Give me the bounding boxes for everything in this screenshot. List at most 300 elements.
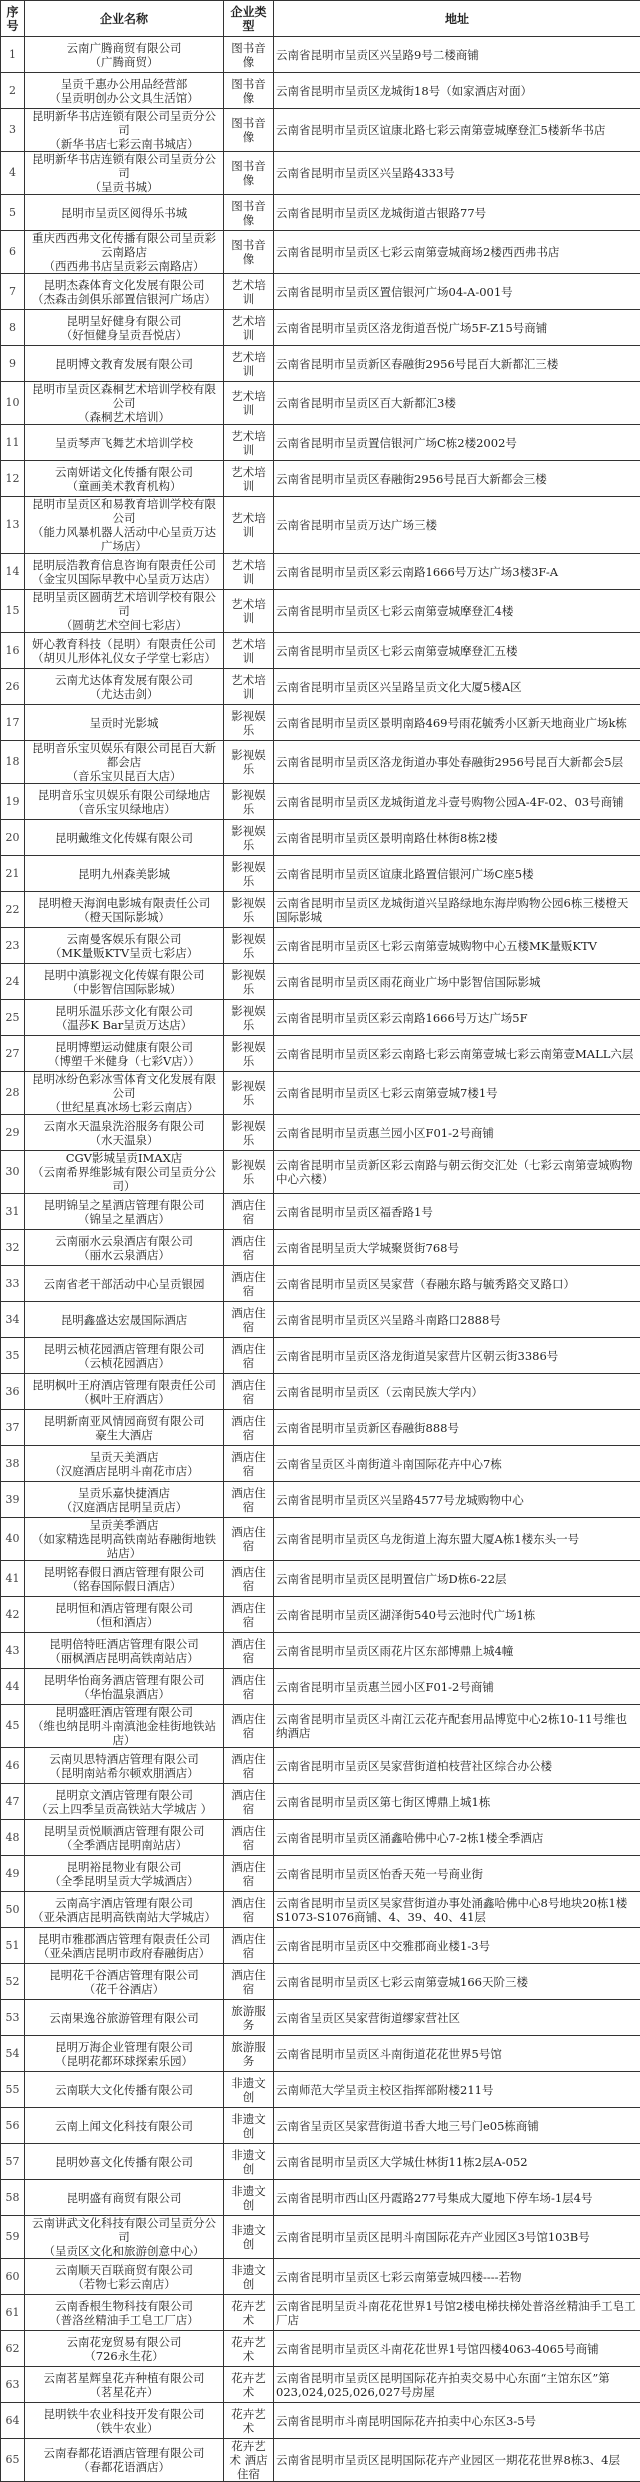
company-cell: [25, 1561, 224, 1597]
table-row: [1, 2108, 640, 2144]
company-address: 云南省昆明市呈贡区中交雅郡商业楼1-3号: [274, 1928, 640, 1964]
company-alias: （普洛丝精油手工皂工厂店）: [27, 2313, 221, 2327]
table-row: [1, 497, 640, 554]
company-address: 云南省昆明市呈贡万达广场三楼: [274, 497, 640, 554]
company-type: 艺术培训: [224, 425, 274, 461]
company-address: 云南省昆明市呈贡新区春融街888号: [274, 1410, 640, 1446]
company-cell: [25, 2259, 224, 2295]
company-cell: [25, 669, 224, 705]
company-name: 云南花宠贸易有限公司: [27, 2335, 221, 2349]
company-address: 云南省昆明市呈贡区春融街2956号昆百大新都会三楼: [274, 461, 640, 497]
row-number: 54: [1, 2036, 25, 2072]
header-type: 企业类型: [224, 1, 274, 37]
table-row: [1, 109, 640, 152]
company-name: 昆明新南亚风情园商贸有限公司: [27, 1414, 221, 1428]
company-cell: [25, 1374, 224, 1410]
company-cell: [25, 1115, 224, 1151]
company-type: 酒店住宿: [224, 1892, 274, 1928]
table-row: [1, 2403, 640, 2439]
company-alias: （全季酒店昆明南站店）: [27, 1838, 221, 1852]
row-number: 21: [1, 856, 25, 892]
company-cell: [25, 784, 224, 820]
company-type: 艺术培训: [224, 310, 274, 346]
table-row: [1, 2259, 640, 2295]
table-row: [1, 73, 640, 109]
table-row: [1, 1964, 640, 2000]
company-address: 云南省昆明市呈贡区百大新都汇3楼: [274, 382, 640, 425]
company-address: 云南省昆明市呈贡区吴家营街道办事处涌鑫哈佛中心8号地块20栋1楼S1073-S1076商铺、4、39、40、41层: [274, 1892, 640, 1928]
row-number: 14: [1, 554, 25, 590]
row-number: 32: [1, 1230, 25, 1266]
company-name: 昆明云桢花园酒店管理有限公司: [27, 1342, 221, 1356]
company-cell: [25, 633, 224, 669]
company-type: 影视娱乐: [224, 784, 274, 820]
table-row: [1, 1633, 640, 1669]
company-type: 影视娱乐: [224, 1000, 274, 1036]
table-row: [1, 1748, 640, 1784]
table-row: [1, 892, 640, 928]
company-alias: （丽枫酒店昆明高铁南站店）: [27, 1651, 221, 1665]
company-address: 云南省昆明市呈贡置信银河广场C栋2楼2002号: [274, 425, 640, 461]
company-type: 艺术培训: [224, 382, 274, 425]
company-alias: （森桐艺术培训）: [27, 410, 221, 424]
company-name: 呈贡琴声飞舞艺术培训学校: [27, 436, 221, 450]
row-number: 4: [1, 152, 25, 195]
company-address: 云南省昆明市呈贡区七彩云南第壹城7楼1号: [274, 1072, 640, 1115]
company-address: 云南省昆明市呈贡区乌龙街道上海东盟大厦A栋1楼东头一号: [274, 1518, 640, 1561]
company-type: 酒店住宿: [224, 1561, 274, 1597]
company-alias: （能力风暴机器人活动中心呈贡万达广场店）: [27, 525, 221, 553]
table-row: [1, 820, 640, 856]
company-cell: [25, 1669, 224, 1705]
company-name: 昆明枫叶王府酒店管理有限责任公司: [27, 1378, 221, 1392]
company-cell: [25, 741, 224, 784]
table-row: [1, 1410, 640, 1446]
company-cell: [25, 2403, 224, 2439]
company-type: 花卉艺术: [224, 2403, 274, 2439]
company-type: 花卉艺术: [224, 2331, 274, 2367]
row-number: 57: [1, 2144, 25, 2180]
row-number: 3: [1, 109, 25, 152]
row-number: 1: [1, 37, 25, 73]
company-cell: [25, 2108, 224, 2144]
company-type: 酒店住宿: [224, 1410, 274, 1446]
company-alias: （中影智信国际影城）: [27, 982, 221, 996]
table-row: [1, 2439, 640, 2482]
table-row: [1, 1597, 640, 1633]
row-number: 48: [1, 1820, 25, 1856]
company-name: CGV影城呈贡IMAX店: [27, 1151, 221, 1165]
table-row: [1, 1446, 640, 1482]
company-cell: [25, 1000, 224, 1036]
company-type: 酒店住宿: [224, 1669, 274, 1705]
company-type: 艺术培训: [224, 590, 274, 633]
company-name: 昆明九州森美影城: [27, 867, 221, 881]
header-address: 地址: [274, 1, 640, 37]
company-alias: （汉庭酒店昆明斗南花市店）: [27, 1464, 221, 1478]
header-name: 企业名称: [25, 1, 224, 37]
table-row: [1, 231, 640, 274]
table-row: [1, 2216, 640, 2259]
company-cell: [25, 1230, 224, 1266]
company-cell: [25, 346, 224, 382]
table-row: [1, 1856, 640, 1892]
company-name: 昆明音乐宝贝娱乐有限公司昆百大新都会店: [27, 741, 221, 769]
company-name: 昆明音乐宝贝娱乐有限公司绿地店: [27, 788, 221, 802]
company-cell: [25, 425, 224, 461]
company-name: 云南广腾商贸有限公司: [27, 41, 221, 55]
company-address: 云南省昆明市呈贡区兴呈路4577号龙城购物中心: [274, 1482, 640, 1518]
company-cell: [25, 1705, 224, 1748]
company-cell: [25, 1410, 224, 1446]
company-address: 云南省昆明市呈贡区斗南街道花花世界5号馆: [274, 2036, 640, 2072]
company-name: 昆明橙天海润电影城有限责任公司: [27, 896, 221, 910]
row-number: 31: [1, 1194, 25, 1230]
company-type: 影视娱乐: [224, 820, 274, 856]
table-row: [1, 1194, 640, 1230]
company-name: 云南上闻文化科技有限公司: [27, 2119, 221, 2133]
table-row: [1, 1374, 640, 1410]
company-address: 云南省昆明市呈贡区洛龙街道办事处春融街2956号昆百大新都会5层: [274, 741, 640, 784]
company-type: 酒店住宿: [224, 1748, 274, 1784]
company-alias: （音乐宝贝昆百大店）: [27, 769, 221, 783]
row-number: 51: [1, 1928, 25, 1964]
company-cell: [25, 928, 224, 964]
company-cell: [25, 2000, 224, 2036]
table-row: [1, 1266, 640, 1302]
company-address: 云南省昆明市呈贡区吴家营街道柏枝营社区综合办公楼: [274, 1748, 640, 1784]
company-type: 花卉艺术: [224, 2295, 274, 2331]
table-row: [1, 2367, 640, 2403]
table-row: [1, 1820, 640, 1856]
row-number: 22: [1, 892, 25, 928]
table-row: [1, 856, 640, 892]
table-row: [1, 382, 640, 425]
company-type: 影视娱乐: [224, 1036, 274, 1072]
row-number: 60: [1, 2259, 25, 2295]
row-number: 41: [1, 1561, 25, 1597]
company-name: 云南高宇酒店管理有限公司: [27, 1896, 221, 1910]
company-name: 昆明戴维文化传媒有限公司: [27, 831, 221, 845]
company-name: 昆明妙喜文化传播有限公司: [27, 2155, 221, 2169]
company-cell: [25, 1597, 224, 1633]
company-type: 艺术培训: [224, 461, 274, 497]
company-alias: （锦呈之星酒店）: [27, 1212, 221, 1226]
company-name: 昆明盛旺酒店管理有限公司: [27, 1705, 221, 1719]
table-row: [1, 2295, 640, 2331]
company-type: 影视娱乐: [224, 1072, 274, 1115]
row-number: 55: [1, 2072, 25, 2108]
row-number: 5: [1, 195, 25, 231]
company-name: 昆明京文酒店管理有限公司: [27, 1788, 221, 1802]
company-type: 酒店住宿: [224, 1705, 274, 1748]
company-cell: [25, 2036, 224, 2072]
company-cell: [25, 2331, 224, 2367]
company-address: 云南省昆明市呈贡区昆明国际花卉产业园区一期花花世界8栋3、4层: [274, 2439, 640, 2482]
table-row: [1, 1518, 640, 1561]
row-number: 36: [1, 1374, 25, 1410]
company-type: 酒店住宿: [224, 1633, 274, 1669]
company-alias: （新华书店七彩云南书城店）: [27, 137, 221, 151]
company-address: 云南省昆明呈贡大学城聚贤街768号: [274, 1230, 640, 1266]
company-type: 图书音像: [224, 37, 274, 73]
company-alias: （博塑千米健身（七彩V店））: [27, 1054, 221, 1068]
company-name: 呈贡乐嘉快捷酒店: [27, 1486, 221, 1500]
row-number: 24: [1, 964, 25, 1000]
table-row: [1, 1230, 640, 1266]
row-number: 59: [1, 2216, 25, 2259]
table-row: [1, 310, 640, 346]
company-type: 影视娱乐: [224, 964, 274, 1000]
company-name: 昆明呈贡区圆萌艺术培训学校有限公司: [27, 590, 221, 618]
company-cell: [25, 2439, 224, 2482]
company-cell: [25, 1633, 224, 1669]
company-name: 昆明盛有商贸有限公司: [27, 2191, 221, 2205]
company-cell: [25, 590, 224, 633]
company-cell: [25, 1072, 224, 1115]
company-name: 昆明市呈贡区和易教育培训学校有限公司: [27, 497, 221, 525]
company-type: 酒店住宿: [224, 1964, 274, 2000]
company-cell: [25, 1482, 224, 1518]
table-row: [1, 1151, 640, 1194]
company-address: 云南省昆明市呈贡区湖泽街540号云池时代广场1栋: [274, 1597, 640, 1633]
company-type: 花卉艺术: [224, 2367, 274, 2403]
company-type: 非遗文创: [224, 2180, 274, 2216]
company-address: 云南省昆明市呈贡区兴呈路斗南路口2888号: [274, 1302, 640, 1338]
company-name: 昆明中滇影视文化传媒有限公司: [27, 968, 221, 982]
company-address: 云南省昆明市呈贡新区彩云南路与朝云街交汇处（七彩云南第壹城购物中心六楼）: [274, 1151, 640, 1194]
table-row: [1, 461, 640, 497]
company-address: 云南省昆明市呈贡区彩云南路七彩云南第壹城七彩云南第壹MALL六层: [274, 1036, 640, 1072]
company-type: 酒店住宿: [224, 1928, 274, 1964]
company-cell: [25, 1194, 224, 1230]
row-number: 12: [1, 461, 25, 497]
company-address: 云南省昆明市呈贡区谊康北路置信银河广场C座5楼: [274, 856, 640, 892]
row-number: 27: [1, 1036, 25, 1072]
company-type: 影视娱乐: [224, 1151, 274, 1194]
table-row: [1, 2000, 640, 2036]
table-row: [1, 2331, 640, 2367]
company-name: 云南果逸谷旅游管理有限公司: [27, 2011, 221, 2025]
table-body: [1, 37, 640, 2482]
company-type: 艺术培训: [224, 346, 274, 382]
company-alias: （金宝贝国际早教中心呈贡万达店）: [27, 572, 221, 586]
row-number: 11: [1, 425, 25, 461]
company-cell: [25, 820, 224, 856]
company-address: 云南省昆明市呈贡区彩云南路1666号万达广场5F: [274, 1000, 640, 1036]
company-type: 艺术培训: [224, 669, 274, 705]
company-cell: [25, 231, 224, 274]
company-address: 云南省昆明市呈贡区雨花片区东部博鼎上城4幢: [274, 1633, 640, 1669]
company-alias: （昆明南站希尔顿欢朋酒店）: [27, 1766, 221, 1780]
company-cell: [25, 37, 224, 73]
company-cell: [25, 856, 224, 892]
table-row: [1, 1036, 640, 1072]
table-row: [1, 1000, 640, 1036]
company-address: 云南省昆明市呈贡区七彩云南第壹城摩登汇五楼: [274, 633, 640, 669]
company-type: 旅游服务: [224, 2000, 274, 2036]
company-alias: （亚朵酒店昆明市政府春融街店）: [27, 1946, 221, 1960]
row-number: 46: [1, 1748, 25, 1784]
table-row: [1, 741, 640, 784]
company-alias: （维也纳昆明斗南滇池金桂街地铁站店）: [27, 1719, 221, 1747]
table-header-row: [1, 1, 640, 37]
company-cell: [25, 1964, 224, 2000]
company-alias: （温莎K Bar呈贡万达店）: [27, 1018, 221, 1032]
row-number: 16: [1, 633, 25, 669]
company-type: 影视娱乐: [224, 1115, 274, 1151]
company-alias: （茗星花卉）: [27, 2385, 221, 2399]
company-cell: [25, 2295, 224, 2331]
company-address: 云南省昆明市呈贡区谊康北路七彩云南第壹城摩登汇5楼新华书店: [274, 109, 640, 152]
company-cell: [25, 461, 224, 497]
company-address: 云南省昆明市呈贡区彩云南路1666号万达广场3楼3F-A: [274, 554, 640, 590]
company-type: 酒店住宿: [224, 1518, 274, 1561]
table-row: [1, 705, 640, 741]
company-name: 呈贡美季酒店: [27, 1518, 221, 1532]
company-name: 重庆西西弗文化传播有限公司呈贡彩云南路店: [27, 231, 221, 259]
company-cell: [25, 705, 224, 741]
row-number: 25: [1, 1000, 25, 1036]
company-name: 呈贡天美酒店: [27, 1450, 221, 1464]
company-alias: （呈贡区文化和旅游创意中心）: [27, 2244, 221, 2258]
company-cell: [25, 1446, 224, 1482]
row-number: 29: [1, 1115, 25, 1151]
table-row: [1, 1302, 640, 1338]
company-alias: （水天温泉）: [27, 1133, 221, 1147]
company-alias: （铭春国际假日酒店）: [27, 1579, 221, 1593]
table-row: [1, 1784, 640, 1820]
table-row: [1, 669, 640, 705]
row-number: 17: [1, 705, 25, 741]
company-cell: [25, 554, 224, 590]
company-address: 云南省昆明市呈贡区昆明斗南国际花卉产业园区3号馆103B号: [274, 2216, 640, 2259]
row-number: 26: [1, 669, 25, 705]
company-address: 云南省昆明市呈贡区怡香天苑一号商业街: [274, 1856, 640, 1892]
row-number: 35: [1, 1338, 25, 1374]
company-address: 云南师范大学呈贡主校区指挥部附楼211号: [274, 2072, 640, 2108]
company-alias: （圆萌艺术空间七彩店）: [27, 618, 221, 632]
company-cell: [25, 1928, 224, 1964]
company-type: 非遗文创: [224, 2259, 274, 2295]
company-type: 图书音像: [224, 73, 274, 109]
company-cell: [25, 1856, 224, 1892]
company-name: 昆明花千谷酒店管理有限公司: [27, 1968, 221, 1982]
company-name: 昆明鑫盛达宏晟国际酒店: [27, 1313, 221, 1327]
company-type: 酒店住宿: [224, 1194, 274, 1230]
company-alias: （全季昆明呈贡大学城酒店）: [27, 1874, 221, 1888]
company-address: 云南省昆明市呈贡区置信银河广场04-A-001号: [274, 274, 640, 310]
company-address: 云南省昆明市呈贡区龙城街18号（如家酒店对面）: [274, 73, 640, 109]
company-name: 昆明新华书店连锁有限公司呈贡分公司: [27, 152, 221, 180]
company-cell: [25, 109, 224, 152]
row-number: 45: [1, 1705, 25, 1748]
company-name: 昆明市呈贡区阅得乐书城: [27, 206, 221, 220]
company-cell: [25, 497, 224, 554]
table-row: [1, 274, 640, 310]
company-name: 昆明倍特旺酒店管理有限公司: [27, 1637, 221, 1651]
header-no: 序号: [1, 1, 25, 37]
row-number: 2: [1, 73, 25, 109]
company-address: 云南省昆明呈贡斗南花花世界1号馆2楼电梯扶梯处普洛丝精油手工皂工厂店: [274, 2295, 640, 2331]
table-row: [1, 554, 640, 590]
table-row: [1, 1928, 640, 1964]
table-row: [1, 928, 640, 964]
row-number: 42: [1, 1597, 25, 1633]
company-alias: （汉庭酒店昆明呈贡店）: [27, 1500, 221, 1514]
company-type: 非遗文创: [224, 2072, 274, 2108]
company-address: 云南省昆明市呈贡区雨花商业广场中影智信国际影城: [274, 964, 640, 1000]
company-name: 昆明杰森体育文化发展有限公司: [27, 278, 221, 292]
row-number: 33: [1, 1266, 25, 1302]
company-address: 云南省呈贡区吴家营街道缪家营社区: [274, 2000, 640, 2036]
company-name: 昆明华怡商务酒店管理有限公司: [27, 1673, 221, 1687]
company-address: 云南省昆明市呈贡区第七街区博鼎上城1栋: [274, 1784, 640, 1820]
company-alias: （好恒健身呈贡吾悦店）: [27, 328, 221, 342]
company-type: 酒店住宿: [224, 1266, 274, 1302]
table-row: [1, 1338, 640, 1374]
company-name: 昆明冰纷色彩冰雪体育文化发展有限公司: [27, 1072, 221, 1100]
row-number: 63: [1, 2367, 25, 2403]
company-type: 酒店住宿: [224, 1302, 274, 1338]
company-name: 云南香根生物科技有限公司: [27, 2299, 221, 2313]
company-name: 云南丽水云泉酒店有限公司: [27, 1234, 221, 1248]
row-number: 43: [1, 1633, 25, 1669]
table-row: [1, 784, 640, 820]
company-address: 云南省昆明市呈贡区吴家营（春融东路与毓秀路交叉路口）: [274, 1266, 640, 1302]
company-cell: [25, 1748, 224, 1784]
company-cell: [25, 2216, 224, 2259]
company-type: 图书音像: [224, 152, 274, 195]
row-number: 19: [1, 784, 25, 820]
company-address: 云南省昆明市呈贡惠兰园小区F01-2号商铺: [274, 1115, 640, 1151]
company-alias: （音乐宝贝绿地店）: [27, 802, 221, 816]
company-name: 云南尤达体育发展有限公司: [27, 673, 221, 687]
company-address: 云南省昆明市呈贡区景明南路仕林街8栋2楼: [274, 820, 640, 856]
company-name: 妍心教育科技（昆明）有限责任公司: [27, 637, 221, 651]
company-address: 云南省呈贡区吴家营街道书香大地三号门e05栋商铺: [274, 2108, 640, 2144]
company-cell: [25, 1151, 224, 1194]
company-name: 昆明恒和酒店管理有限公司: [27, 1601, 221, 1615]
company-type: 艺术培训: [224, 554, 274, 590]
row-number: 38: [1, 1446, 25, 1482]
row-number: 20: [1, 820, 25, 856]
row-number: 53: [1, 2000, 25, 2036]
row-number: 64: [1, 2403, 25, 2439]
row-number: 39: [1, 1482, 25, 1518]
table-row: [1, 590, 640, 633]
company-cell: [25, 274, 224, 310]
company-type: 艺术培训: [224, 274, 274, 310]
company-alias: （春都花语酒店）: [27, 2460, 221, 2474]
table-row: [1, 964, 640, 1000]
company-name: 昆明市呈贡区森桐艺术培训学校有限公司: [27, 382, 221, 410]
company-name: 昆明裕昆物业有限公司: [27, 1860, 221, 1874]
company-address: 云南省昆明市呈贡区七彩云南第壹城四楼----若物: [274, 2259, 640, 2295]
company-alias: （MK量贩KTV呈贡七彩店）: [27, 946, 221, 960]
company-name: 昆明万海企业管理有限公司: [27, 2040, 221, 2054]
row-number: 49: [1, 1856, 25, 1892]
company-type: 影视娱乐: [224, 892, 274, 928]
company-name: 昆明呈贡悦顺酒店管理有限公司: [27, 1824, 221, 1838]
company-address: 云南省昆明市呈贡区七彩云南第壹城商场2楼西西弗书店: [274, 231, 640, 274]
row-number: 50: [1, 1892, 25, 1928]
table-row: [1, 425, 640, 461]
company-address: 云南省昆明市呈贡区七彩云南第壹城摩登汇4楼: [274, 590, 640, 633]
table-row: [1, 1561, 640, 1597]
company-type: 旅游服务: [224, 2036, 274, 2072]
company-address: 云南省昆明市呈贡区（云南民族大学内）: [274, 1374, 640, 1410]
